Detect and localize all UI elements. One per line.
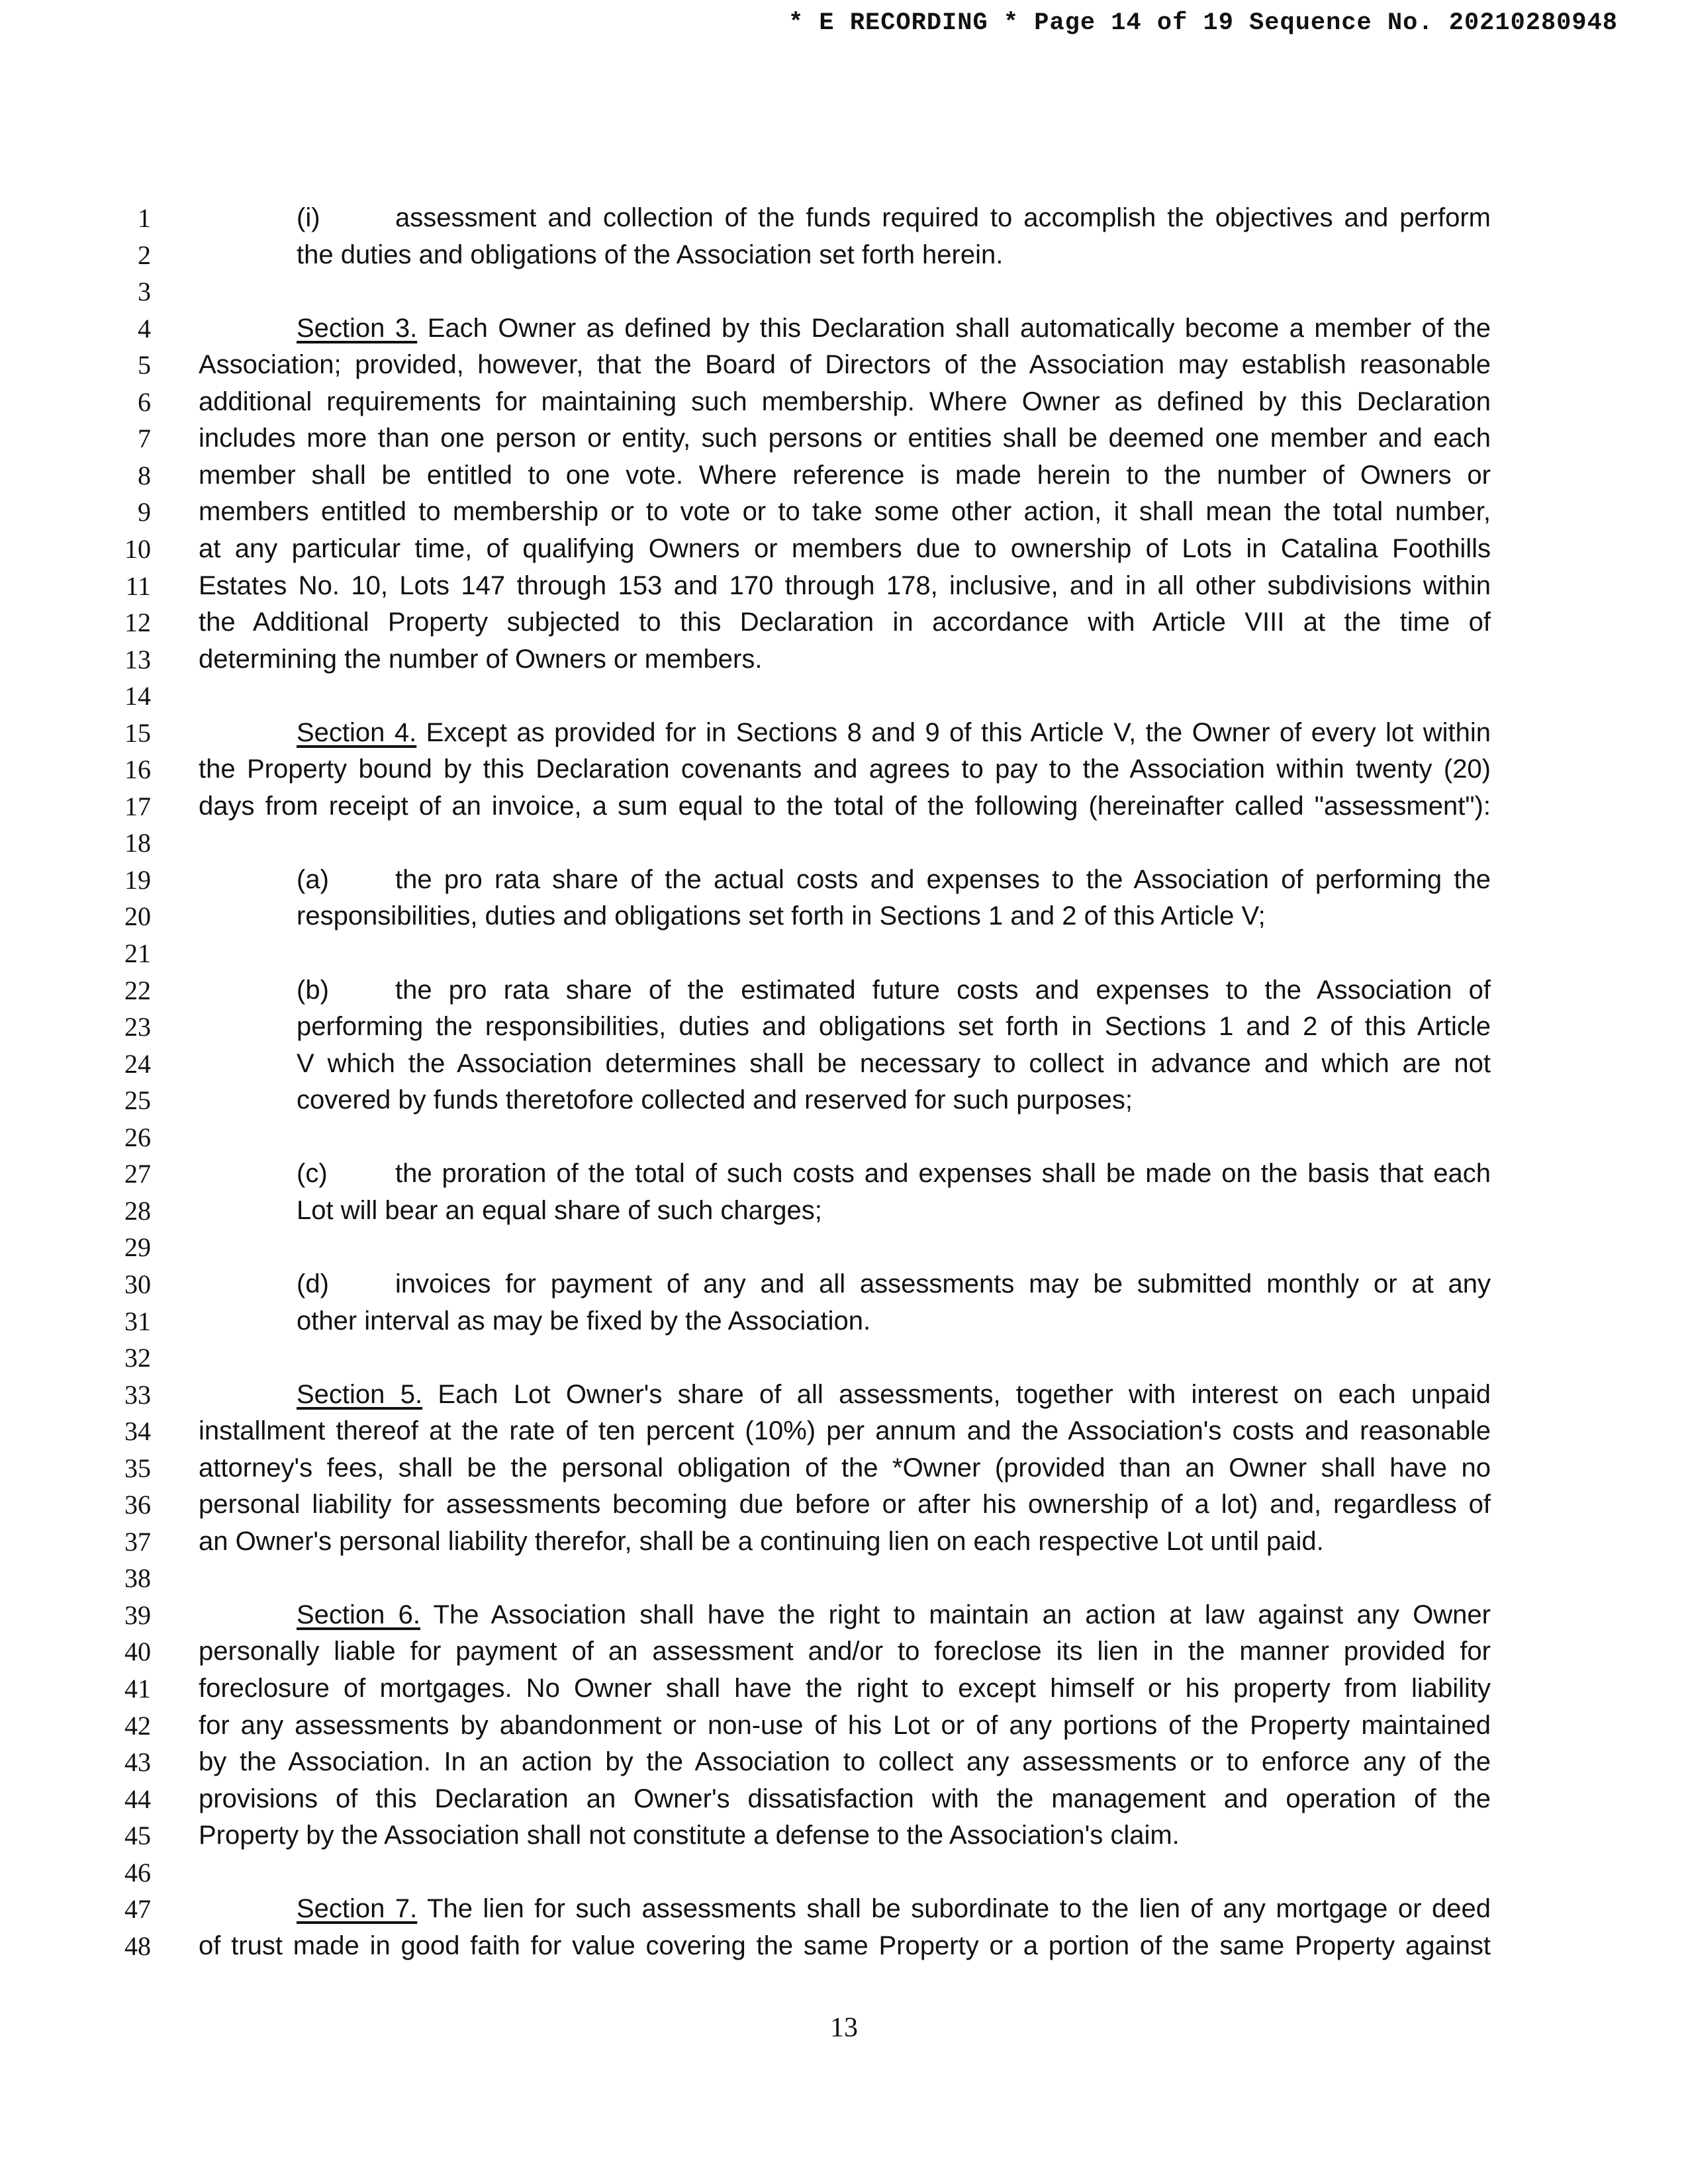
document-line xyxy=(0,457,1688,494)
item-label: (b) xyxy=(297,975,329,1005)
document-line xyxy=(0,1046,1688,1082)
line-text: of trust made in good faith for value covering the same Property or a portion of the same Property against xyxy=(199,1931,1491,1960)
line-number: 2 xyxy=(138,240,151,270)
document-line xyxy=(0,898,1688,934)
line-number: 13 xyxy=(124,644,151,674)
document-line xyxy=(0,420,1688,457)
line-number: 40 xyxy=(124,1637,151,1667)
document-line xyxy=(0,1670,1688,1707)
line-number: 28 xyxy=(124,1195,151,1226)
line-number: 41 xyxy=(124,1674,151,1704)
document-line xyxy=(0,1524,1688,1560)
line-text: personal liability for assessments becoming due before or after his ownership of a lot) and, regardless of xyxy=(199,1490,1491,1520)
line-number: 1 xyxy=(138,203,151,233)
document-line xyxy=(0,1928,1688,1964)
line-number: 47 xyxy=(124,1894,151,1925)
section-heading: Section 4. xyxy=(297,717,417,747)
line-number: 10 xyxy=(124,533,151,564)
line-number: 11 xyxy=(125,570,151,601)
section-text: Except as provided for in Sections 8 and 9 of this Article V, the Owner of every lot within xyxy=(416,717,1491,747)
line-number: 20 xyxy=(124,901,151,932)
line-text: performing the responsibilities, duties and obligations set forth in Sections 1 and 2 of this Article xyxy=(297,1012,1491,1042)
line-text xyxy=(297,1597,1491,1633)
line-text: the duties and obligations of the Association set forth herein. xyxy=(297,240,1004,269)
line-text: Estates No. 10, Lots 147 through 153 and 170 through 178, inclusive, and in all other subdivisions within xyxy=(199,570,1491,600)
line-text: responsibilities, duties and obligations set forth in Sections 1 and 2 of this Article V; xyxy=(297,901,1266,931)
line-number: 45 xyxy=(124,1821,151,1851)
section-text: Each Owner as defined by this Declaration shall automatically become a member of the xyxy=(417,313,1491,343)
line-text: foreclosure of mortgages. No Owner shall have the right to except himself or his property from liability xyxy=(199,1674,1491,1703)
document-line xyxy=(0,1009,1688,1045)
line-text: assessment and collection of the funds required to accomplish the objectives and perform xyxy=(395,203,1491,232)
line-number: 24 xyxy=(124,1048,151,1079)
line-text: Lot will bear an equal share of such charges; xyxy=(297,1195,822,1225)
line-text: invoices for payment of any and all assessments may be submitted monthly or at any xyxy=(395,1269,1491,1298)
line-number: 7 xyxy=(138,424,151,454)
line-text: an Owner's personal liability therefor, shall be a continuing lien on each respective Lot until paid. xyxy=(199,1526,1324,1556)
line-text: covered by funds theretofore collected and reserved for such purposes; xyxy=(297,1085,1133,1115)
item-label: (a) xyxy=(297,864,329,894)
document-line xyxy=(0,273,1688,310)
document-line xyxy=(0,1891,1688,1927)
line-text: determining the number of Owners or members. xyxy=(199,644,763,674)
line-number: 46 xyxy=(124,1857,151,1888)
line-text xyxy=(297,715,1491,751)
document-line xyxy=(0,200,1688,236)
line-text: the Property bound by this Declaration covenants and agrees to pay to the Association within twenty (20) xyxy=(199,754,1491,784)
line-number: 36 xyxy=(124,1490,151,1520)
line-number: 43 xyxy=(124,1747,151,1778)
line-text: Association; provided, however, that the Board of Directors of the Association may establish reasonable xyxy=(199,350,1491,380)
line-number: 34 xyxy=(124,1416,151,1447)
line-number: 6 xyxy=(138,387,151,417)
line-number: 4 xyxy=(138,313,151,343)
document-line xyxy=(0,825,1688,861)
line-number: 44 xyxy=(124,1784,151,1814)
item-label: (i) xyxy=(297,203,320,232)
line-number: 15 xyxy=(124,717,151,748)
document-line xyxy=(0,310,1688,347)
document-line xyxy=(0,1450,1688,1486)
document-line xyxy=(0,1744,1688,1780)
document-line xyxy=(0,1119,1688,1156)
line-text: the pro rata share of the actual costs and expenses to the Association of performing the xyxy=(395,864,1491,894)
line-text: personally liable for payment of an assessment and/or to foreclose its lien in the manner provided for xyxy=(199,1637,1491,1666)
line-number: 30 xyxy=(124,1269,151,1299)
line-text: the proration of the total of such costs and expenses shall be made on the basis that each xyxy=(395,1159,1491,1189)
document-line xyxy=(0,1781,1688,1817)
document-line xyxy=(0,531,1688,567)
line-text: includes more than one person or entity, such persons or entities shall be deemed one member and each xyxy=(199,424,1491,453)
document-line xyxy=(0,935,1688,972)
line-text: the Additional Property subjected to this Declaration in accordance with Article VIII at the time of xyxy=(199,608,1491,637)
line-text: the pro rata share of the estimated future costs and expenses to the Association of xyxy=(395,975,1491,1005)
document-line xyxy=(0,384,1688,420)
document-line xyxy=(0,1597,1688,1633)
line-number: 29 xyxy=(124,1232,151,1263)
document-line xyxy=(0,1486,1688,1523)
line-number: 42 xyxy=(124,1710,151,1741)
document-line xyxy=(0,1377,1688,1413)
section-text: The lien for such assessments shall be subordinate to the lien of any mortgage or deed xyxy=(417,1894,1491,1924)
page-number: 13 xyxy=(830,2013,858,2043)
line-number: 22 xyxy=(124,975,151,1005)
item-label: (c) xyxy=(297,1159,328,1189)
document-line xyxy=(0,1854,1688,1891)
line-text: by the Association. In an action by the Association to collect any assessments or to enforce any of the xyxy=(199,1747,1491,1777)
section-heading: Section 6. xyxy=(297,1600,421,1629)
line-number: 17 xyxy=(124,791,151,821)
section-text: Each Lot Owner's share of all assessments, together with interest on each unpaid xyxy=(422,1379,1491,1409)
document-line xyxy=(0,972,1688,1009)
line-number: 48 xyxy=(124,1931,151,1961)
line-number: 39 xyxy=(124,1600,151,1630)
line-number: 32 xyxy=(124,1343,151,1373)
line-number: 19 xyxy=(124,864,151,895)
line-number: 14 xyxy=(124,681,151,711)
document-line xyxy=(0,1413,1688,1449)
line-text: additional requirements for maintaining such membership. Where Owner as defined by this Declaration xyxy=(199,387,1491,416)
line-text xyxy=(297,310,1491,347)
line-number: 35 xyxy=(124,1453,151,1483)
line-number: 37 xyxy=(124,1526,151,1557)
line-number: 8 xyxy=(138,460,151,490)
line-number: 25 xyxy=(124,1085,151,1116)
line-text: Property by the Association shall not constitute a defense to the Association's claim. xyxy=(199,1821,1180,1850)
document-line xyxy=(0,641,1688,678)
line-text: members entitled to membership or to vote or to take some other action, it shall mean the total number, xyxy=(199,497,1491,527)
line-number: 33 xyxy=(124,1379,151,1410)
line-text: other interval as may be fixed by the Association. xyxy=(297,1306,871,1336)
line-text: installment thereof at the rate of ten percent (10%) per annum and the Association's costs and reasonable xyxy=(199,1416,1491,1446)
line-text xyxy=(297,1377,1491,1413)
document-line xyxy=(0,862,1688,898)
document-line xyxy=(0,347,1688,383)
document-line xyxy=(0,494,1688,530)
document-line xyxy=(0,1560,1688,1596)
line-text: provisions of this Declaration an Owner's dissatisfaction with the management and operation of the xyxy=(199,1784,1491,1813)
document-line xyxy=(0,1193,1688,1229)
line-number: 18 xyxy=(124,828,151,858)
line-number: 5 xyxy=(138,350,151,381)
document-line xyxy=(0,678,1688,714)
document-line xyxy=(0,1156,1688,1192)
line-text: for any assessments by abandonment or non-use of his Lot or of any portions of the Property maintained xyxy=(199,1710,1491,1740)
section-text: The Association shall have the right to maintain an action at law against any Owner xyxy=(420,1600,1491,1629)
document-line xyxy=(0,237,1688,273)
item-label: (d) xyxy=(297,1269,329,1298)
line-number: 3 xyxy=(138,277,151,307)
recording-header: * E RECORDING * Page 14 of 19 Sequence No. 20210280948 xyxy=(788,9,1618,37)
line-number: 16 xyxy=(124,754,151,785)
document-line xyxy=(0,568,1688,604)
line-text: at any particular time, of qualifying Owners or members due to ownership of Lots in Catalina Foothills xyxy=(199,533,1491,563)
line-number: 12 xyxy=(124,608,151,638)
line-text: days from receipt of an invoice, a sum equal to the total of the following (hereinafter called "assessment"): xyxy=(199,791,1491,821)
line-number: 31 xyxy=(124,1306,151,1336)
document-line xyxy=(0,1340,1688,1376)
section-heading: Section 3. xyxy=(297,313,418,343)
line-text: member shall be entitled to one vote. Where reference is made herein to the number of Owners or xyxy=(199,460,1491,490)
section-heading: Section 5. xyxy=(297,1379,423,1409)
document-line xyxy=(0,788,1688,825)
line-text: V which the Association determines shall be necessary to collect in advance and which are not xyxy=(297,1048,1491,1078)
document-line xyxy=(0,604,1688,641)
line-number: 21 xyxy=(124,938,151,968)
document-line xyxy=(0,1303,1688,1340)
document-line xyxy=(0,1082,1688,1118)
line-number: 26 xyxy=(124,1122,151,1152)
document-line xyxy=(0,1229,1688,1265)
line-text: attorney's fees, shall be the personal obligation of the *Owner (provided than an Owner shall have no xyxy=(199,1453,1491,1482)
document-line xyxy=(0,1817,1688,1854)
document-line xyxy=(0,751,1688,788)
document-line xyxy=(0,1707,1688,1744)
line-number: 9 xyxy=(138,497,151,527)
document-line xyxy=(0,1266,1688,1302)
line-number: 38 xyxy=(124,1563,151,1594)
line-number: 23 xyxy=(124,1012,151,1042)
line-text xyxy=(297,1891,1491,1927)
section-heading: Section 7. xyxy=(297,1894,418,1924)
document-line xyxy=(0,1633,1688,1670)
document-line xyxy=(0,715,1688,751)
line-number: 27 xyxy=(124,1159,151,1189)
